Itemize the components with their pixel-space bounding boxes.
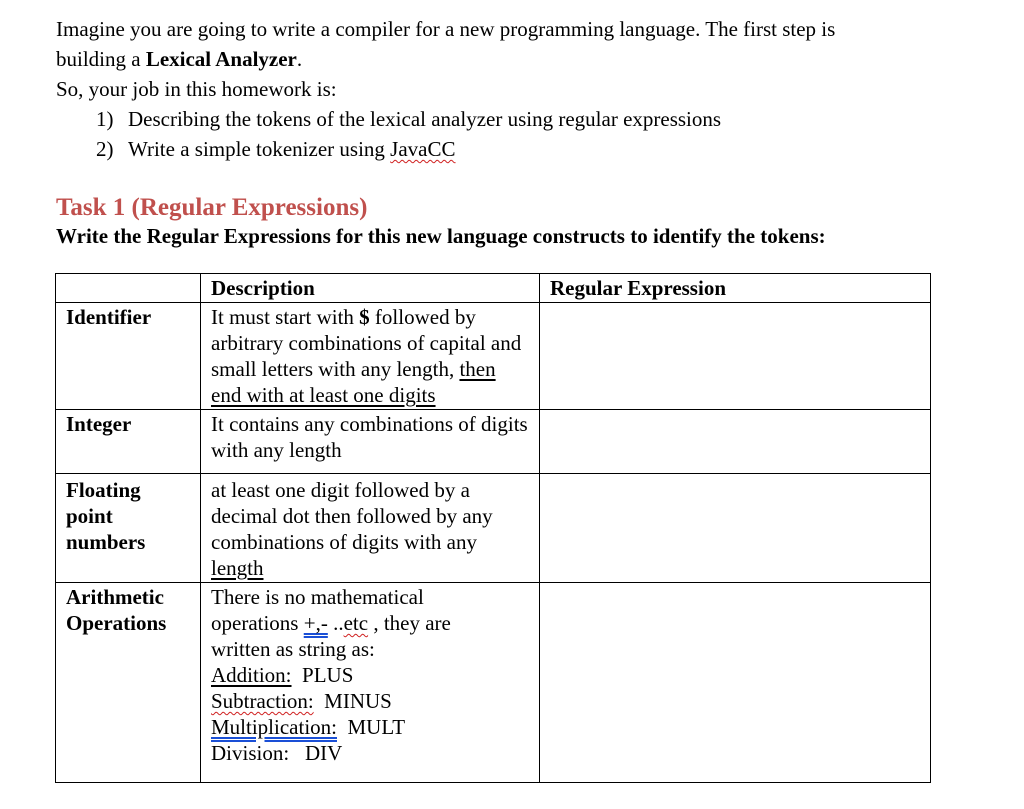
intro-line-3: So, your job in this homework is:	[56, 77, 337, 101]
op-value: DIV	[304, 741, 343, 765]
step-item	[56, 134, 976, 164]
desc-part: ..	[327, 611, 344, 635]
operator-symbols: +,-	[303, 611, 328, 635]
lexical-analyzer-term: Lexical Analyzer	[145, 47, 297, 71]
desc-part: operations	[211, 611, 304, 635]
token-description	[201, 303, 540, 410]
token-description	[201, 474, 540, 583]
step-text: Write a simple tokenizer using	[128, 137, 391, 161]
table-header-row	[56, 274, 931, 303]
op-label: Subtraction:	[211, 689, 314, 713]
header-token	[56, 274, 201, 303]
table-row	[56, 410, 931, 474]
step-number: 1)	[96, 107, 114, 131]
step-text: Describing the tokens of the lexical analyzer using regular expressions	[128, 107, 722, 131]
desc-part: at least one digit followed by a decimal dot then followed by any combinations of digits with any	[211, 478, 493, 554]
token-description: It contains any combinations of digits with any length	[201, 410, 540, 474]
desc-part: , they are	[368, 611, 451, 635]
desc-line: written as string as:	[211, 637, 375, 661]
header-regex: Regular Expression	[540, 274, 931, 303]
table-row	[56, 303, 931, 410]
desc-part: length	[211, 556, 264, 580]
token-table	[55, 273, 931, 783]
intro-line-1: Imagine you are going to write a compiler for a new programming language. The first step is	[56, 17, 836, 41]
desc-part: It must start with	[211, 305, 360, 329]
token-name: Arithmetic Operations	[56, 583, 201, 783]
op-label: Division:	[211, 741, 290, 765]
steps-list	[56, 104, 976, 164]
regex-cell[interactable]	[540, 474, 931, 583]
intro-line-2	[56, 44, 976, 74]
op-line	[211, 688, 529, 714]
table-row	[56, 474, 931, 583]
op-value: PLUS	[302, 663, 354, 687]
token-name: Identifier	[56, 303, 201, 410]
op-line	[211, 740, 529, 766]
desc-line: There is no mathematical	[211, 585, 424, 609]
javacc-word: JavaCC	[390, 137, 456, 161]
intro-line-2-suffix: .	[296, 47, 303, 71]
regex-cell[interactable]	[540, 583, 931, 783]
op-label: Multiplication:	[211, 715, 337, 739]
dollar-sign: $	[359, 305, 370, 329]
desc-part: followed by arbitrary combinations of capital and small letters with any length,	[211, 305, 522, 381]
header-description: Description	[201, 274, 540, 303]
step-number: 2)	[96, 137, 114, 161]
token-name: Integer	[56, 410, 201, 474]
token-description	[201, 583, 540, 783]
regex-cell[interactable]	[540, 410, 931, 474]
intro-text	[56, 14, 976, 164]
regex-cell[interactable]	[540, 303, 931, 410]
step-item	[56, 104, 976, 134]
op-line	[211, 714, 529, 740]
task-title: Task 1 (Regular Expressions)	[56, 194, 368, 221]
intro-line-2-prefix: building a	[56, 47, 146, 71]
op-value: MINUS	[324, 689, 392, 713]
op-label: Addition:	[211, 663, 292, 687]
etc-word: etc	[343, 611, 369, 635]
token-name: Floating point numbers	[56, 474, 201, 583]
desc-part: then end with at least one digits	[211, 357, 496, 407]
table-row	[56, 583, 931, 783]
op-line	[211, 662, 529, 688]
task-subtitle: Write the Regular Expressions for this new language constructs to identify the tokens:	[56, 224, 826, 248]
op-value: MULT	[347, 715, 406, 739]
desc-line	[211, 610, 529, 636]
